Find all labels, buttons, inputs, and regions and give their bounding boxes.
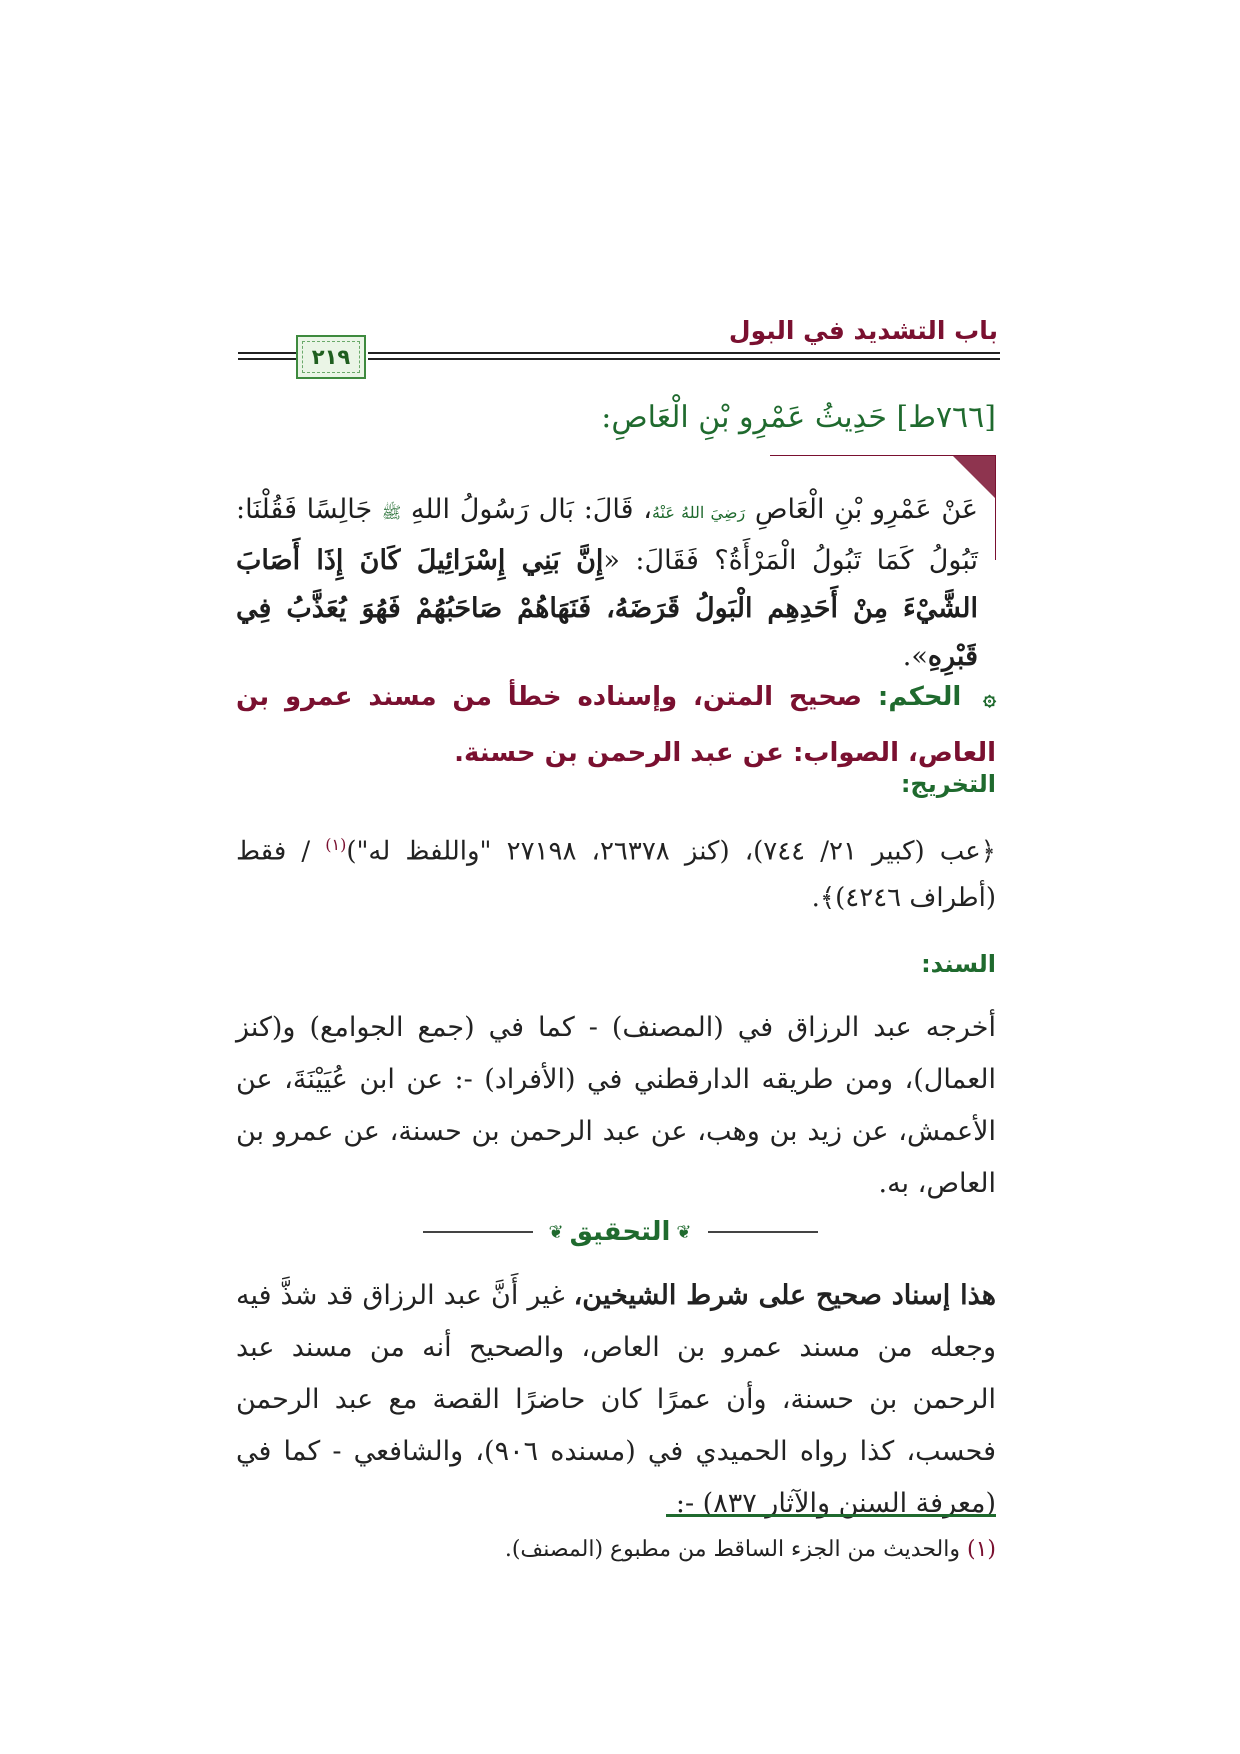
sanad-text: أخرجه عبد الرزاق في (المصنف) - كما في (جمع الجوامع) و(كنز العمال)، ومن طريقه الدارقطني في (الأفراد) -: عن ابن عُيَيْنَةَ، عن الأعمش، عن زيد بن وهب، عن عبد الرحمن بن حسنة، عن عمرو بن العاص، به. [236, 1012, 996, 1199]
ruling-text: صحيح المتن، وإسناده خطأ من مسند عمرو بن العاص، الصواب: عن عبد الرحمن بن حسنة. [236, 682, 996, 768]
takhrij-text [236, 822, 996, 921]
salawat-icon: ﷺ [381, 503, 402, 522]
footnote-rule [666, 1514, 996, 1517]
footnote-text: والحديث من الجزء الساقط من مطبوع (المصنف). [504, 1537, 967, 1562]
chapter-title: باب التشديد في البول [728, 316, 998, 345]
hadith-narrator: عَنْ عَمْرِو بْنِ الْعَاصِ [754, 494, 978, 525]
footnote-number: (١) [966, 1537, 996, 1562]
takhrij-part: ﴿عب (كبير ٢١/ ٧٤٤)، (كنز ٢٦٣٧٨، ٢٧١٩٨ "واللفظ له") [346, 836, 997, 867]
tahqiq-lead: هذا إسناد صحيح على شرط الشيخين، [573, 1280, 996, 1311]
tahqiq-title: التحقيق [569, 1217, 671, 1247]
header-rule [238, 352, 296, 354]
footnote [236, 1533, 996, 1567]
footnote-mark[interactable]: (١) [325, 835, 347, 854]
takhrij-part: / فقط (أطراف ٤٢٤٦)﴾. [236, 836, 996, 913]
hadith-text [236, 486, 978, 681]
hadith-text-part: ». [902, 641, 928, 672]
takhrij-label: التخريج: [900, 770, 996, 798]
tahqiq-text [236, 1270, 996, 1530]
sanad-label: السند: [921, 950, 996, 978]
header-rule [368, 358, 1000, 360]
hadith-heading [601, 400, 996, 435]
divider-line [423, 1231, 533, 1233]
ruling-label: الحكم: [877, 682, 962, 712]
ruling [236, 670, 996, 780]
honorific-icon: رَضِيَ اللهُ عَنْهُ [651, 503, 746, 522]
hadith-text-part: جَالِسًا فَقُلْنَا: تَبُولُ كَمَا تَبُولُ الْمَرْأَةُ؟ فَقَالَ: « [236, 494, 978, 576]
hadith-code: [٧٦٦ط] [896, 400, 996, 435]
flower-ornament-icon: ۞ [983, 686, 996, 711]
hadith-text-part: ، قَالَ: بَال رَسُولُ اللهِ [410, 494, 652, 525]
header-rule [368, 352, 1000, 354]
tahqiq-divider [0, 1212, 1240, 1252]
hadith-matn: إِنَّ بَنِي إِسْرَائِيلَ كَانَ إِذَا أَصَابَ الشَّيْءَ مِنْ أَحَدِهِم الْبَولُ قَرَضَهُ، فَنَهَاهُمْ صَاحَبُهُمْ فَهُوَ يُعَذَّبُ فِي قَبْرِهِ [236, 545, 978, 672]
ornament-icon: ❦ [676, 1221, 692, 1243]
tahqiq-body: غير أَنَّ عبد الرزاق قد شذَّ فيه وجعله من مسند عمرو بن العاص، والصحيح أنه من مسند عبد الرحمن بن حسنة، وأن عمرًا كان حاضرًا القصة مع عبد الرحمن فحسب، كذا رواه الحميدي في (مسنده ٩٠٦)، والشافعي - كما في (معرفة السنن والآثار ٨٣٧) -: [236, 1280, 996, 1519]
divider-line [708, 1231, 818, 1233]
hadith-title: حَدِيثُ عَمْرِو بْنِ الْعَاصِ: [601, 400, 887, 435]
page-number-badge: ٢١٩ [296, 335, 366, 379]
ornament-icon: ❦ [548, 1221, 564, 1243]
header-rule [238, 358, 296, 360]
